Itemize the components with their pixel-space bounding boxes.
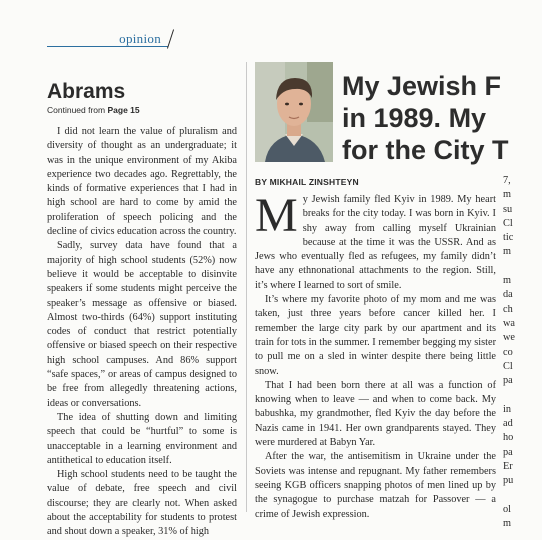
fragment-line: m bbox=[503, 189, 512, 201]
continued-prefix: Continued from bbox=[47, 105, 108, 115]
fragment-line: we bbox=[503, 332, 516, 344]
headline-line: in 1989. My bbox=[342, 103, 487, 133]
left-column bbox=[47, 80, 237, 540]
article-paragraph: After the war, the antisemitism in Ukraine under the Soviets was intense and repugnant. My father remembers seeing KGB officers snapping photos of men lined up by the synagogue to purchase matzah for Passover — a crime of Jewish expression. bbox=[255, 451, 496, 520]
article-lead-paragraph bbox=[255, 189, 496, 293]
continued-from-line bbox=[47, 105, 237, 115]
left-paragraph: I did not learn the value of pluralism and diversity of thought as an undergraduate; it was in the unique environment of my Akiba experience two decades ago. Regrettably, the kinds of formative experiences that I had in high school are hard to come by amid the proliferation of speech policing and the decline of civics education across the country. bbox=[47, 126, 237, 238]
fragment-line: ol bbox=[503, 503, 512, 515]
fragment-line: pu bbox=[503, 475, 514, 487]
section-label: opinion bbox=[119, 31, 161, 46]
fragment-line: su bbox=[503, 203, 513, 215]
author-portrait bbox=[255, 62, 333, 162]
continued-page-ref: Page 15 bbox=[107, 105, 140, 115]
left-paragraph: High school students need to be taught the value of debate, free speech and civil discourse; they are clearly not. When asked about the acceptability for students to protest and shout down a speaker, 31% of high bbox=[47, 469, 237, 538]
fragment-line bbox=[503, 489, 523, 503]
fragment-line: pa bbox=[503, 446, 513, 458]
fragment-line: m bbox=[503, 275, 512, 287]
article-paragraph: That I had been born there at all was a function of knowing when to leave — and when to come back. My babushka, my grandmother, fled Kyiv the day before the Nazis came in 1941. Her own grandparents stayed. They were murdered at Babyn Yar. bbox=[255, 379, 496, 449]
left-paragraph: Sadly, survey data have found that a majority of high school students (52%) now believe it would be acceptable to disinvite speakers if some students might perceive the speaker’s message as offensive or biased. Almost two-thirds (64%) support instituting codes of conduct that restrict potentially offensive or biased speech on their respective high school campuses. And 86% support “safe spaces,” or areas of campus designed to be free from allegedly threatening actions, ideas or conversations. bbox=[47, 240, 237, 409]
fragment-line bbox=[503, 388, 523, 402]
headline-line: for the City T bbox=[342, 135, 509, 165]
article-body bbox=[255, 189, 496, 522]
fragment-line: co bbox=[503, 346, 513, 358]
drop-cap: M bbox=[255, 189, 298, 242]
byline: BY MIKHAIL ZINSHTEYN bbox=[255, 177, 359, 187]
left-paragraph: The idea of shutting down and limiting speech that could be “hurtful” to some is unacceptable in a learning environment and antithetical to education itself. bbox=[47, 411, 237, 466]
section-tag bbox=[47, 31, 175, 49]
fragment-line: ad bbox=[503, 418, 513, 430]
fragment-line: m bbox=[503, 246, 512, 258]
fragment-line: 7, bbox=[503, 175, 511, 186]
fragment-line: Cl bbox=[503, 217, 513, 229]
fragment-line: pa bbox=[503, 375, 513, 387]
fragment-line: tic bbox=[503, 232, 514, 244]
fragment-line: Er bbox=[503, 460, 513, 472]
next-column-fragment bbox=[503, 174, 523, 531]
headline-line: My Jewish F bbox=[342, 71, 502, 101]
continued-article-title: Abrams bbox=[47, 80, 126, 103]
fragment-line: ho bbox=[503, 432, 514, 444]
fragment-line: Cl bbox=[503, 360, 513, 372]
left-column-body bbox=[47, 125, 237, 540]
column-divider bbox=[246, 62, 247, 512]
fragment-line bbox=[503, 260, 523, 274]
fragment-line: in bbox=[503, 403, 512, 415]
author-photo bbox=[255, 62, 333, 162]
article-paragraph: It’s where my favorite photo of my mom and me was taken, just three years before cancer killed her. I remember the large city park by our apartment and its train for tots in the summer. I remember begging my sister to pull me on a sled in winter despite there being little snow. bbox=[255, 294, 496, 377]
article-headline bbox=[342, 70, 542, 166]
section-slash bbox=[167, 29, 174, 48]
fragment-line: m bbox=[503, 518, 512, 530]
fragment-line: da bbox=[503, 289, 513, 301]
fragment-line: ch bbox=[503, 303, 513, 315]
fragment-line: wa bbox=[503, 317, 516, 329]
lead-text: y Jewish family fled Kyiv in 1989. My heart breaks for the city today. I was born in Kyiv. I shy away from calling myself Ukrainian because at the time it was the USSR. And as Jews who eventually fled as refugees, my family didn’t have any ethnonational attachments to the region. Still, it’s where I learned to sort of smile. bbox=[255, 194, 496, 291]
